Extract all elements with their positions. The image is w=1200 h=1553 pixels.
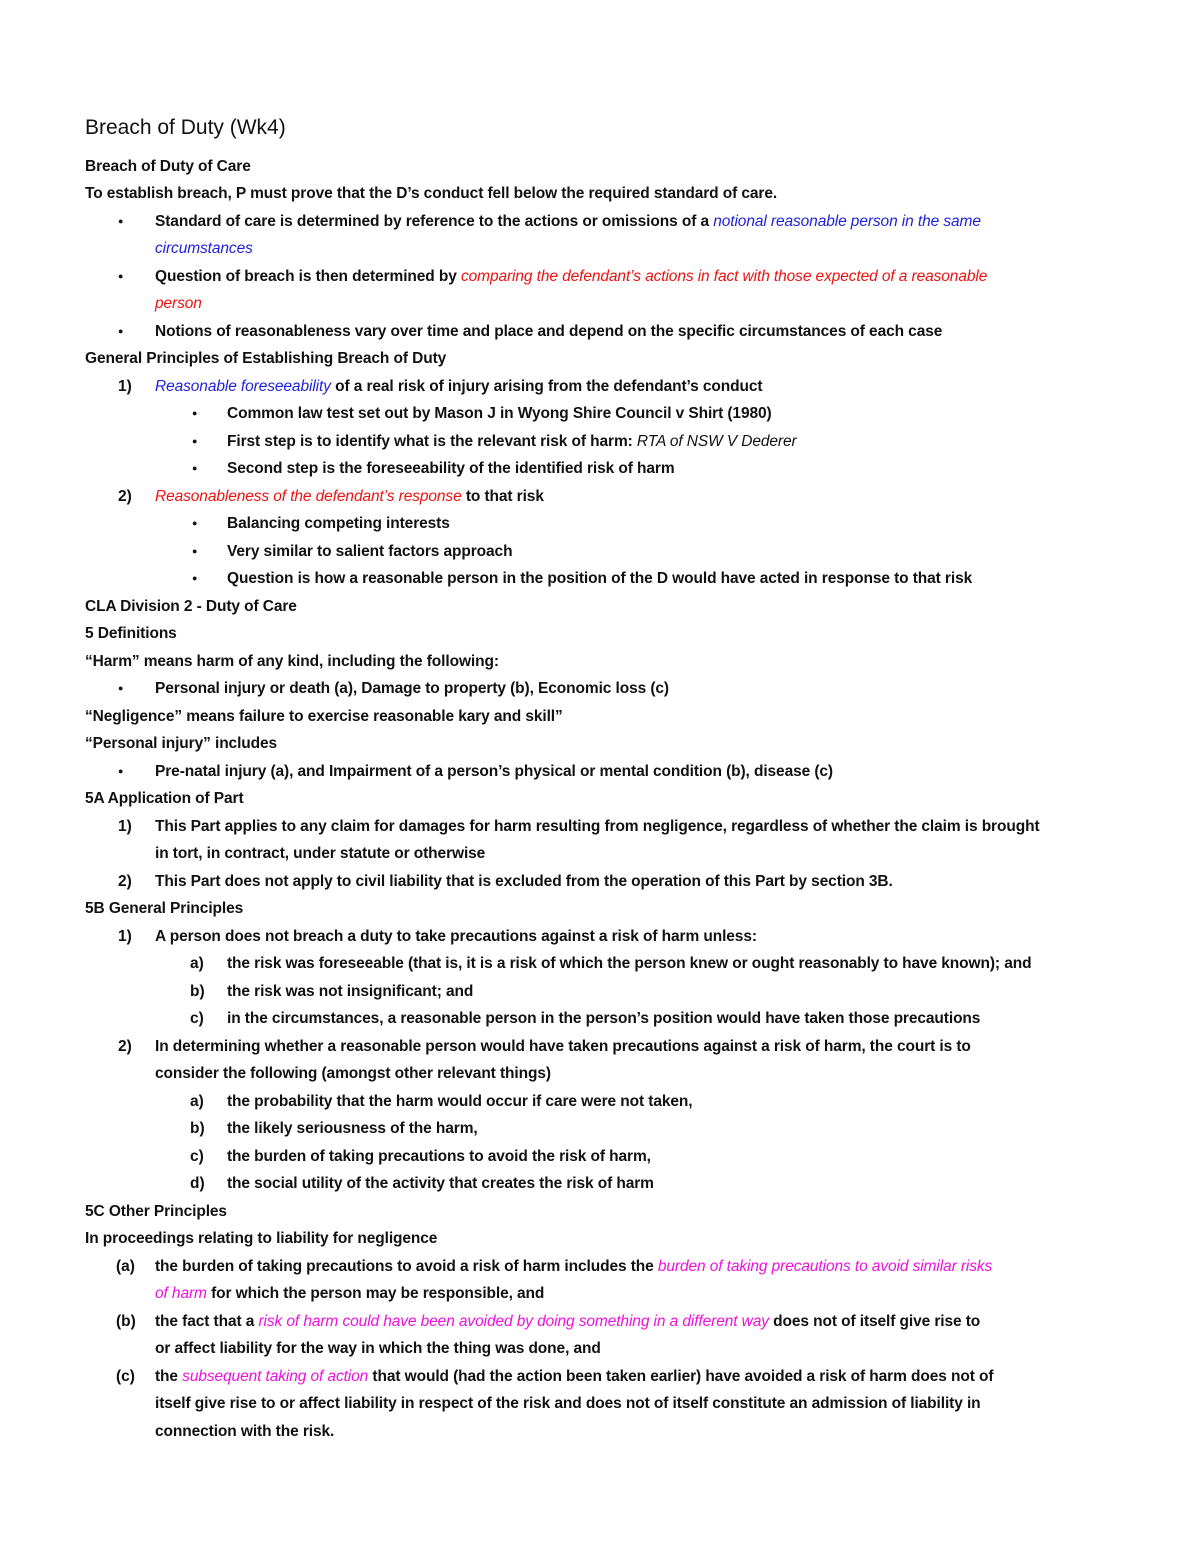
definition-negligence: “Negligence” means failure to exercise reasonable kary and skill” — [85, 708, 563, 725]
list-number: 1) — [118, 818, 132, 835]
list-item-breach-unless: A person does not breach a duty to take precautions against a risk of harm unless: — [155, 928, 757, 945]
heading-5b-general-principles: 5B General Principles — [85, 900, 244, 917]
list-item-part-applies-cont: in tort, in contract, under statute or otherwise — [155, 845, 486, 862]
sub-bullet-common-law-test: Common law test set out by Mason J in Wyong Shire Council v Shirt (1980) — [227, 405, 772, 422]
intro-text: To establish breach, P must prove that the D’s conduct fell below the required standard of care. — [85, 185, 778, 202]
item-burden-of-taking-precautions-cont: of harm for which the person may be responsible, and — [155, 1285, 545, 1302]
sub-item-foreseeable: the risk was foreseeable (that is, it is a risk of which the person knew or ought reasonably to have known); and — [227, 955, 1032, 972]
heading-definitions: 5 Definitions — [85, 625, 177, 642]
list-item-part-does-not-apply: This Part does not apply to civil liability that is excluded from the operation of this Part by section 3B. — [155, 873, 893, 890]
bullet-item-question-of-breach: Question of breach is then determined by comparing the defendant’s actions in fact with those expected of a reasonable — [155, 268, 988, 285]
sub-item-precautions: in the circumstances, a reasonable person in the person’s position would have taken those precautions — [227, 1010, 981, 1027]
sub-bullet-balancing: Balancing competing interests — [227, 515, 450, 532]
list-item-determining: In determining whether a reasonable person would have taken precautions against a risk of harm, the court is to — [155, 1038, 971, 1055]
item-different-way-cont: or affect liability for the way in which the thing was done, and — [155, 1340, 601, 1357]
list-item-part-applies: This Part applies to any claim for damages for harm resulting from negligence, regardless of whether the claim is brought — [155, 818, 1040, 835]
item-burden-of-taking-precautions: the burden of taking precautions to avoid a risk of harm includes the burden of taking precautions to avoid similar risks — [155, 1258, 993, 1275]
sub-bullet-question-reasonable-person: Question is how a reasonable person in the position of the D would have acted in response to that risk — [227, 570, 973, 587]
list-letter: d) — [190, 1175, 205, 1192]
bullet-item-question-of-breach-cont: person — [155, 295, 202, 312]
sub-bullet-salient-factors: Very similar to salient factors approach — [227, 543, 513, 560]
list-number: 1) — [118, 928, 132, 945]
bullet-item-notions: Notions of reasonableness vary over time and place and depend on the specific circumstances of each case — [155, 323, 943, 340]
bullet-item-harm-kinds: Personal injury or death (a), Damage to property (b), Economic loss (c) — [155, 680, 669, 697]
sub-item-not-insignificant: the risk was not insignificant; and — [227, 983, 474, 1000]
bullet-icon: ● — [118, 326, 124, 336]
list-letter: b) — [190, 1120, 205, 1137]
sub-bullet-second-step: Second step is the foreseeability of the identified risk of harm — [227, 460, 675, 477]
item-subsequent-action-cont2: connection with the risk. — [155, 1423, 335, 1440]
item-subsequent-action-cont: itself give rise to or affect liability in respect of the risk and does not of itself constitute an admission of liability in — [155, 1395, 981, 1412]
bullet-icon: ● — [192, 436, 198, 446]
list-item-reasonable-foreseeability: Reasonable foreseeability of a real risk of injury arising from the defendant’s conduct — [155, 378, 763, 395]
list-letter: c) — [190, 1010, 204, 1027]
bullet-icon: ● — [118, 766, 124, 776]
list-number: 2) — [118, 873, 132, 890]
sub-item-seriousness: the likely seriousness of the harm, — [227, 1120, 478, 1137]
intro-proceedings: In proceedings relating to liability for negligence — [85, 1230, 438, 1247]
definition-personal-injury: “Personal injury” includes — [85, 735, 278, 752]
heading-breach-duty-of-care: Breach of Duty of Care — [85, 158, 251, 175]
list-letter: a) — [190, 955, 204, 972]
list-letter: c) — [190, 1148, 204, 1165]
bullet-item-pre-natal: Pre-natal injury (a), and Impairment of a person’s physical or mental condition (b), disease (c) — [155, 763, 833, 780]
bullet-icon: ● — [118, 683, 124, 693]
sub-item-social-utility: the social utility of the activity that creates the risk of harm — [227, 1175, 654, 1192]
list-letter: (a) — [116, 1258, 135, 1275]
item-different-way: the fact that a risk of harm could have been avoided by doing something in a different way does not of itself give rise to — [155, 1313, 981, 1330]
list-number: 1) — [118, 378, 132, 395]
bullet-icon: ● — [118, 271, 124, 281]
list-letter: (c) — [116, 1368, 135, 1385]
bullet-icon: ● — [118, 216, 124, 226]
list-item-determining-cont: consider the following (amongst other relevant things) — [155, 1065, 551, 1082]
definition-harm: “Harm” means harm of any kind, including the following: — [85, 653, 499, 670]
bullet-icon: ● — [192, 463, 198, 473]
bullet-icon: ● — [192, 518, 198, 528]
list-number: 2) — [118, 1038, 132, 1055]
list-item-reasonableness-response: Reasonableness of the defendant’s response to that risk — [155, 488, 544, 505]
bullet-item-standard-of-care: Standard of care is determined by reference to the actions or omissions of a notional reasonable person in the same — [155, 213, 981, 230]
list-letter: (b) — [116, 1313, 136, 1330]
sub-bullet-first-step: First step is to identify what is the relevant risk of harm: RTA of NSW V Dederer — [227, 433, 797, 450]
heading-general-principles: General Principles of Establishing Breach of Duty — [85, 350, 447, 367]
item-subsequent-action: the subsequent taking of action that would (had the action been taken earlier) have avoided a risk of harm does not of — [155, 1368, 994, 1385]
sub-item-probability: the probability that the harm would occur if care were not taken, — [227, 1093, 693, 1110]
heading-cla-division-2: CLA Division 2 - Duty of Care — [85, 598, 297, 615]
list-letter: b) — [190, 983, 205, 1000]
list-number: 2) — [118, 488, 132, 505]
bullet-item-standard-of-care-cont: circumstances — [155, 240, 253, 257]
bullet-icon: ● — [192, 546, 198, 556]
heading-5a-application: 5A Application of Part — [85, 790, 244, 807]
list-letter: a) — [190, 1093, 204, 1110]
bullet-icon: ● — [192, 408, 198, 418]
bullet-icon: ● — [192, 573, 198, 583]
document-title: Breach of Duty (Wk4) — [85, 116, 286, 139]
sub-item-burden: the burden of taking precautions to avoid the risk of harm, — [227, 1148, 651, 1165]
heading-5c-other-principles: 5C Other Principles — [85, 1203, 227, 1220]
